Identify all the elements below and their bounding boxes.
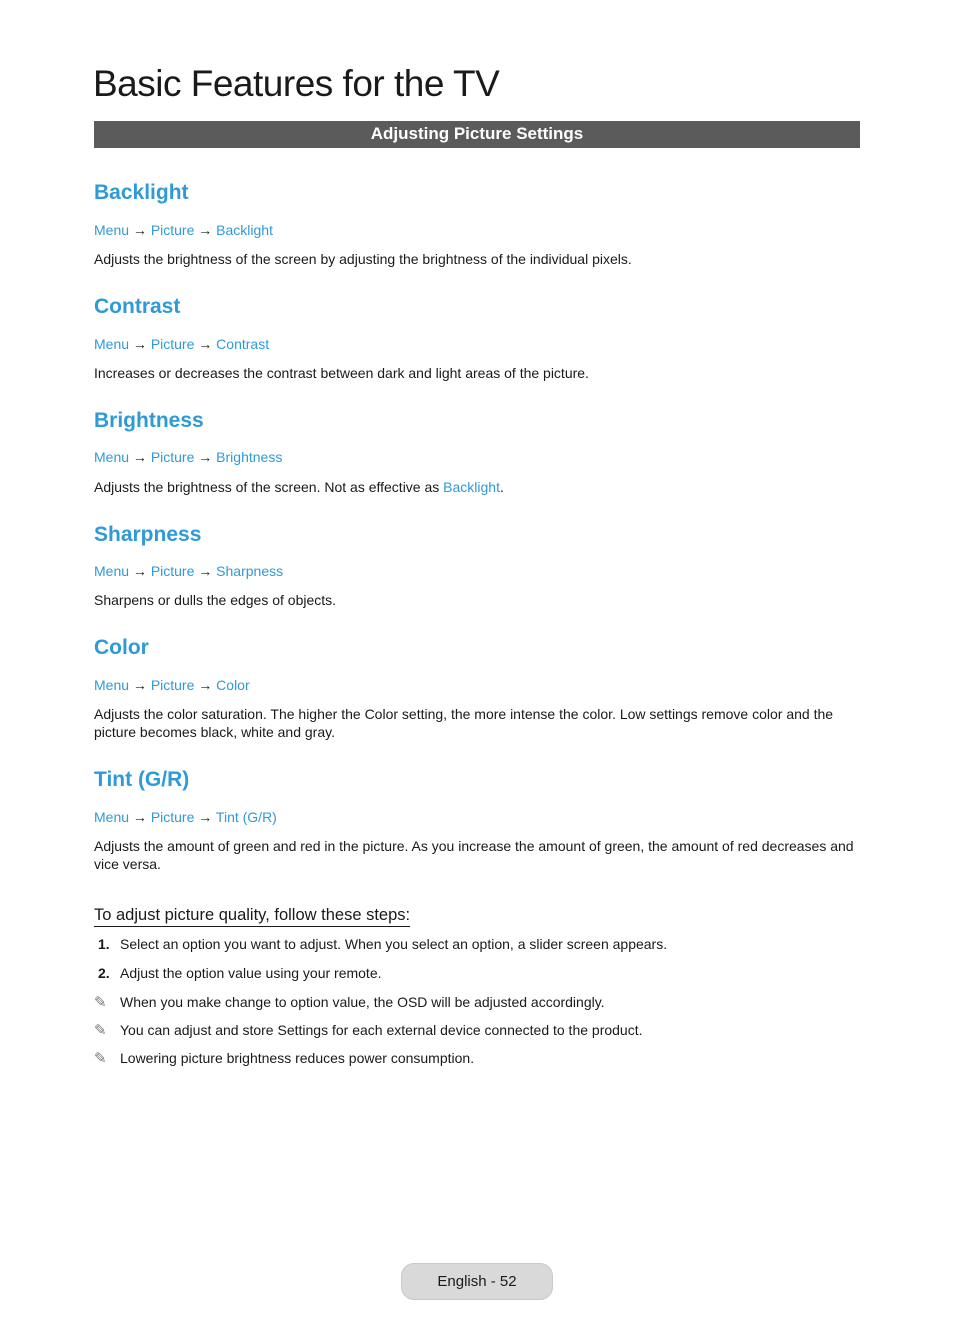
- step-text: Select an option you want to adjust. When you select an option, a slider screen appears.: [120, 936, 668, 952]
- heading-contrast: Contrast: [94, 295, 181, 318]
- step-number: 2.: [98, 965, 110, 981]
- desc-backlight: Adjusts the brightness of the screen by adjusting the brightness of the individual pixels.: [94, 251, 632, 267]
- path-link-menu[interactable]: Menu: [94, 336, 130, 352]
- desc-brightness-end: .: [499, 479, 504, 495]
- note-text: You can adjust and store Settings for each external device connected to the product.: [120, 1022, 643, 1038]
- page-title: Basic Features for the TV: [93, 63, 500, 104]
- path-link-sharpness[interactable]: Sharpness: [216, 563, 284, 579]
- path-link-tint[interactable]: Tint (G/R): [215, 809, 277, 825]
- step-number: 1.: [98, 936, 110, 952]
- steps-heading: To adjust picture quality, follow these steps:: [94, 906, 410, 927]
- path-link-contrast[interactable]: Contrast: [216, 336, 270, 352]
- note-item: [94, 993, 605, 1011]
- menu-path-contrast: [94, 336, 269, 352]
- step-item: [94, 965, 382, 981]
- path-link-picture[interactable]: Picture: [150, 222, 195, 238]
- link-backlight[interactable]: Backlight: [443, 479, 500, 495]
- note-item: [94, 1021, 643, 1039]
- menu-path-color: [94, 677, 250, 693]
- path-link-menu[interactable]: Menu: [94, 563, 130, 579]
- path-link-menu[interactable]: Menu: [94, 449, 130, 465]
- desc-sharpness: Sharpens or dulls the edges of objects.: [94, 592, 337, 608]
- heading-tint: Tint (G/R): [94, 768, 190, 791]
- path-link-menu[interactable]: Menu: [94, 222, 130, 238]
- path-arrow: →: [132, 222, 147, 238]
- path-arrow: →: [198, 677, 213, 693]
- desc-tint: Adjusts the amount of green and red in the picture. As you increase the amount of green, the amount of red decreases and vice versa.: [94, 838, 854, 872]
- note-item: [94, 1049, 474, 1067]
- menu-path-backlight: [94, 222, 273, 238]
- desc-brightness: [94, 478, 860, 496]
- path-link-color[interactable]: Color: [216, 677, 250, 693]
- section-title-bar: Adjusting Picture Settings: [94, 121, 860, 148]
- menu-path-sharpness: [94, 563, 283, 579]
- page-number-footer: English - 52: [401, 1263, 553, 1300]
- note-text: When you make change to option value, the OSD will be adjusted accordingly.: [120, 994, 605, 1010]
- menu-path-brightness: [94, 449, 282, 465]
- desc-contrast: Increases or decreases the contrast between dark and light areas of the picture.: [94, 365, 589, 381]
- path-arrow: →: [132, 677, 147, 693]
- path-link-picture[interactable]: Picture: [150, 677, 195, 693]
- path-link-picture[interactable]: Picture: [150, 449, 195, 465]
- path-link-picture[interactable]: Picture: [150, 563, 195, 579]
- path-link-backlight[interactable]: Backlight: [216, 222, 273, 238]
- path-link-menu[interactable]: Menu: [94, 809, 130, 825]
- note-text: Lowering picture brightness reduces power consumption.: [120, 1050, 475, 1066]
- path-arrow: →: [132, 449, 147, 465]
- path-link-picture[interactable]: Picture: [150, 809, 195, 825]
- step-text: Adjust the option value using your remote.: [120, 965, 382, 981]
- path-link-menu[interactable]: Menu: [94, 677, 130, 693]
- path-arrow: →: [132, 563, 147, 579]
- desc-color: Adjusts the color saturation. The higher the Color setting, the more intense the color. Low settings remove color and the picture becomes black, white and gray.: [94, 706, 834, 740]
- menu-path-tint: [94, 809, 277, 825]
- heading-brightness: Brightness: [94, 409, 204, 432]
- path-arrow: →: [198, 809, 213, 825]
- path-arrow: →: [132, 809, 147, 825]
- path-arrow: →: [198, 449, 213, 465]
- pencil-note-icon: ✎: [94, 1022, 107, 1039]
- heading-color: Color: [94, 636, 149, 659]
- pencil-note-icon: ✎: [94, 1050, 107, 1067]
- heading-sharpness: Sharpness: [94, 523, 202, 546]
- path-arrow: →: [198, 336, 213, 352]
- desc-brightness-text: Adjusts the brightness of the screen. Not as effective as: [94, 479, 444, 495]
- step-item: [94, 936, 667, 952]
- path-arrow: →: [198, 563, 213, 579]
- heading-backlight: Backlight: [94, 181, 189, 204]
- path-link-brightness[interactable]: Brightness: [216, 449, 283, 465]
- path-arrow: →: [132, 336, 147, 352]
- path-link-picture[interactable]: Picture: [150, 336, 195, 352]
- path-arrow: →: [198, 222, 213, 238]
- pencil-note-icon: ✎: [94, 994, 107, 1011]
